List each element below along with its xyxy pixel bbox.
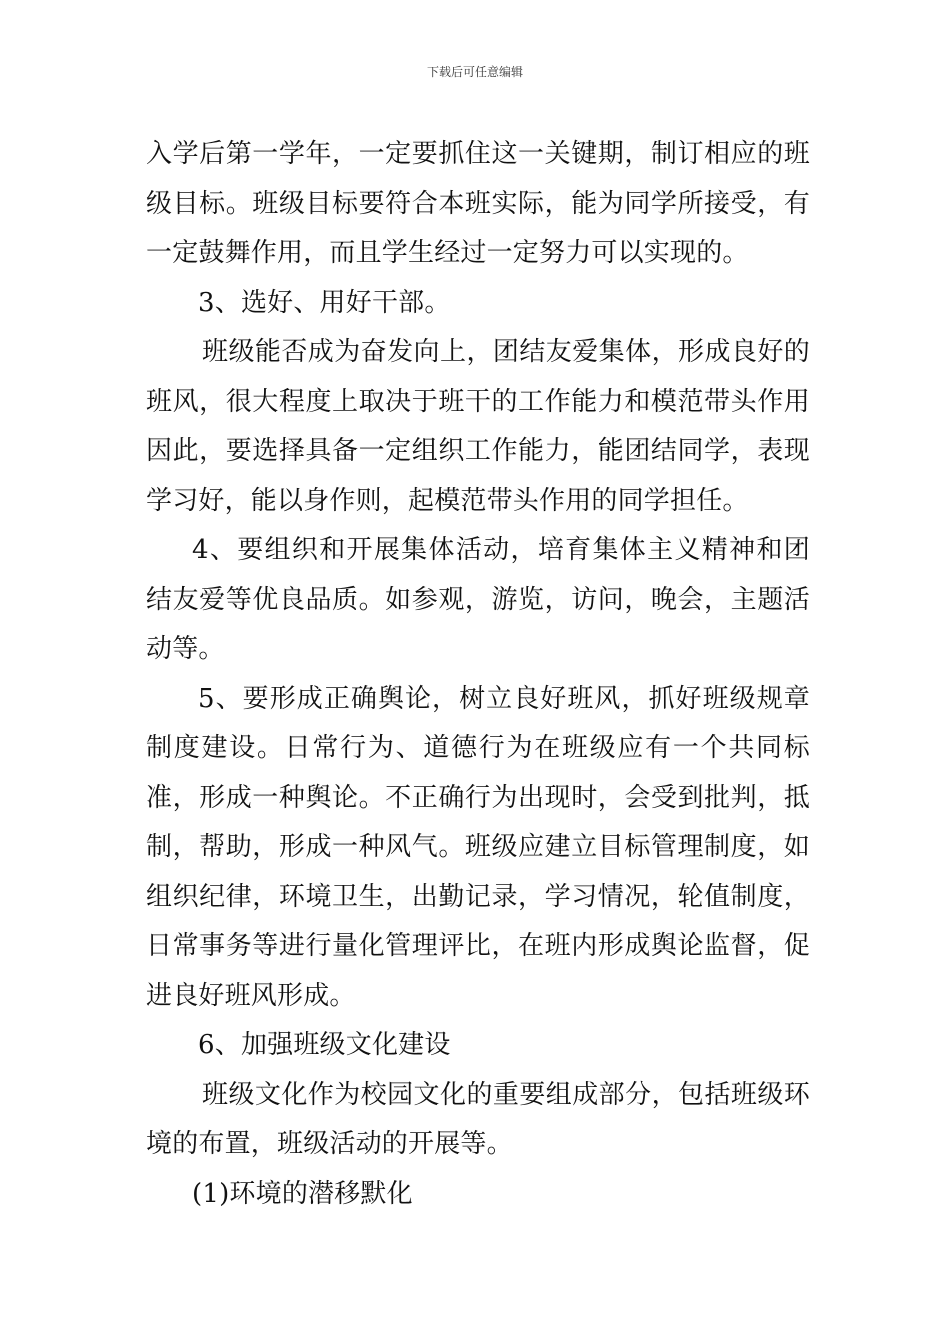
document-body [146,130,810,1219]
heading-select-cadres: 3、选好、用好干部。 [198,287,451,318]
paragraph-class-culture: 班级文化作为校园文化的重要组成部分，包括班级环境的布置，班级活动的开展等。 [146,1079,810,1159]
paragraph-public-opinion: 5、要形成正确舆论，树立良好班风，抓好班级规章制度建设。日常行为、道德行为在班级应有一个共同标准，形成一种舆论。不正确行为出现时，会受到批判，抵制，帮助，形成一种风气。班级应建立目标管理制度，如组织纪律，环境卫生，出勤记录，学习情况，轮值制度，日常事务等进行量化管理评比，在班内形成舆论监督，促进良好班风形成。 [146,683,810,1011]
paragraph-class-cadres: 班级能否成为奋发向上，团结友爱集体，形成良好的班风，很大程度上取决于班干的工作能力和模范带头作用因此，要选择具备一定组织工作能力，能团结同学，表现学习好，能以身作则，起模范带头作用的同学担任。 [146,337,810,516]
page-header-note: 下载后可任意编辑 [426,65,523,79]
paragraph-class-goals: 入学后第一学年，一定要抓住这一关键期，制订相应的班级目标。班级目标要符合本班实际，能为同学所接受，有一定鼓舞作用，而且学生经过一定努力可以实现的。 [146,139,810,268]
heading-class-culture: 6、加强班级文化建设 [198,1030,451,1060]
heading-environment: (1)环境的潜移默化 [192,1178,413,1209]
paragraph-collective-activities: 4、要组织和开展集体活动，培育集体主义精神和团结友爱等优良品质。如参观，游览，访问，晚会，主题活动等。 [146,535,810,664]
